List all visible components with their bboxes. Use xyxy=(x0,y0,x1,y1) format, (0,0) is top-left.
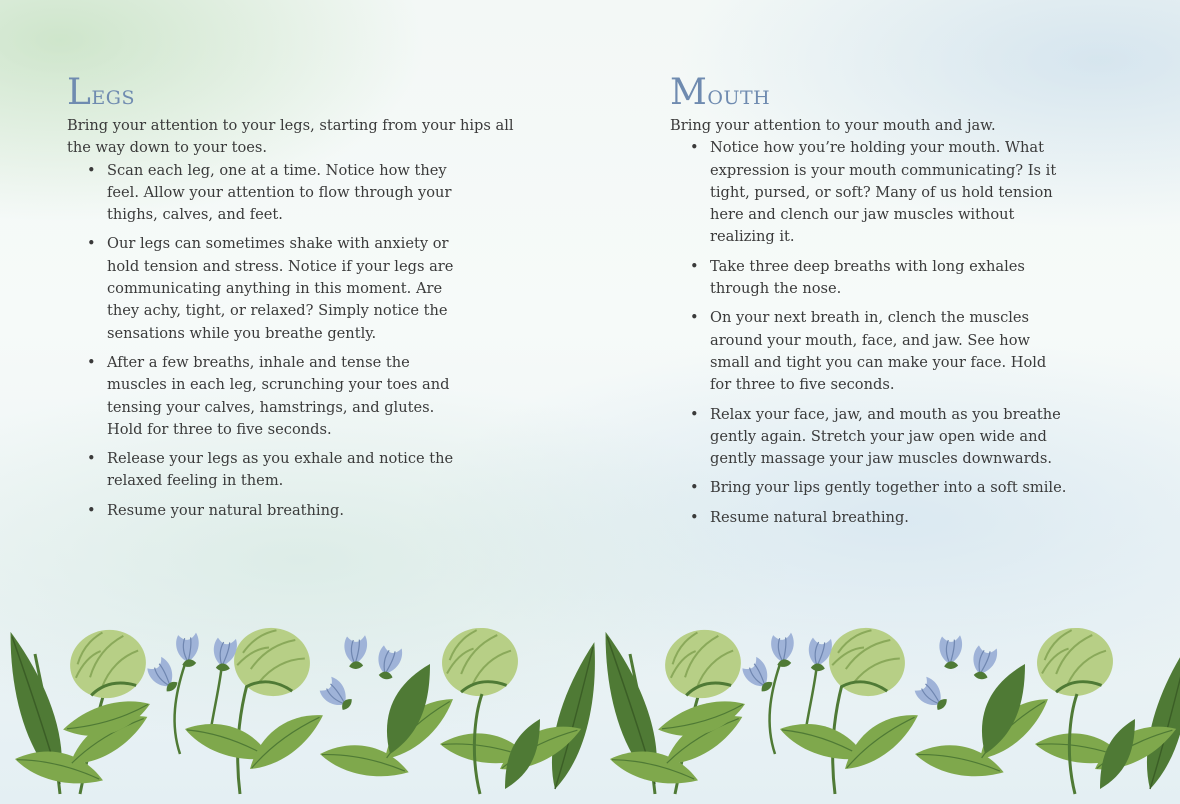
mouth-intro: Bring your attention to your mouth and jaw. xyxy=(670,117,996,134)
list-item: • Relax your face, jaw, and mouth as you breathe gently again. Stretch your jaw open wide and gently massage your jaw muscles downwards. xyxy=(710,404,1070,471)
list-item: • Notice how you’re holding your mouth. What expression is your mouth communicating? Is it tight, pursed, or soft? Many of us hold tension here and clench our jaw muscles without realizing it. xyxy=(710,137,1070,248)
legs-heading: LEGS xyxy=(67,72,135,113)
botanical-flower-border-icon xyxy=(0,594,1180,804)
list-item: • Release your legs as you exhale and notice the relaxed feeling in them. xyxy=(107,448,462,493)
list-item: • Resume your natural breathing. xyxy=(107,500,462,522)
list-item: • Our legs can sometimes shake with anxiety or hold tension and stress. Notice if your legs are communicating anything in this moment. Are they achy, tight, or relaxed? Simply notice the sensations while you breathe gently. xyxy=(107,233,462,344)
list-item: • On your next breath in, clench the muscles around your mouth, face, and jaw. See how small and tight you can make your face. Hold for three to five seconds. xyxy=(710,307,1070,396)
list-item: • Scan each leg, one at a time. Notice how they feel. Allow your attention to flow through your thighs, calves, and feet. xyxy=(107,160,462,227)
mouth-section xyxy=(670,74,1080,536)
legs-section xyxy=(67,74,527,529)
mouth-bullet-list xyxy=(670,137,1070,529)
list-item: • After a few breaths, inhale and tense the muscles in each leg, scrunching your toes and tensing your calves, hamstrings, and glutes. Hold for three to five seconds. xyxy=(107,352,462,441)
legs-intro: Bring your attention to your legs, starting from your hips all the way down to your toes. xyxy=(67,117,514,157)
list-item: • Take three deep breaths with long exhales through the nose. xyxy=(710,256,1070,301)
mouth-heading: MOUTH xyxy=(670,72,771,113)
list-item: • Resume natural breathing. xyxy=(710,507,1070,529)
list-item: • Bring your lips gently together into a soft smile. xyxy=(710,477,1070,499)
legs-bullet-list xyxy=(67,160,462,522)
